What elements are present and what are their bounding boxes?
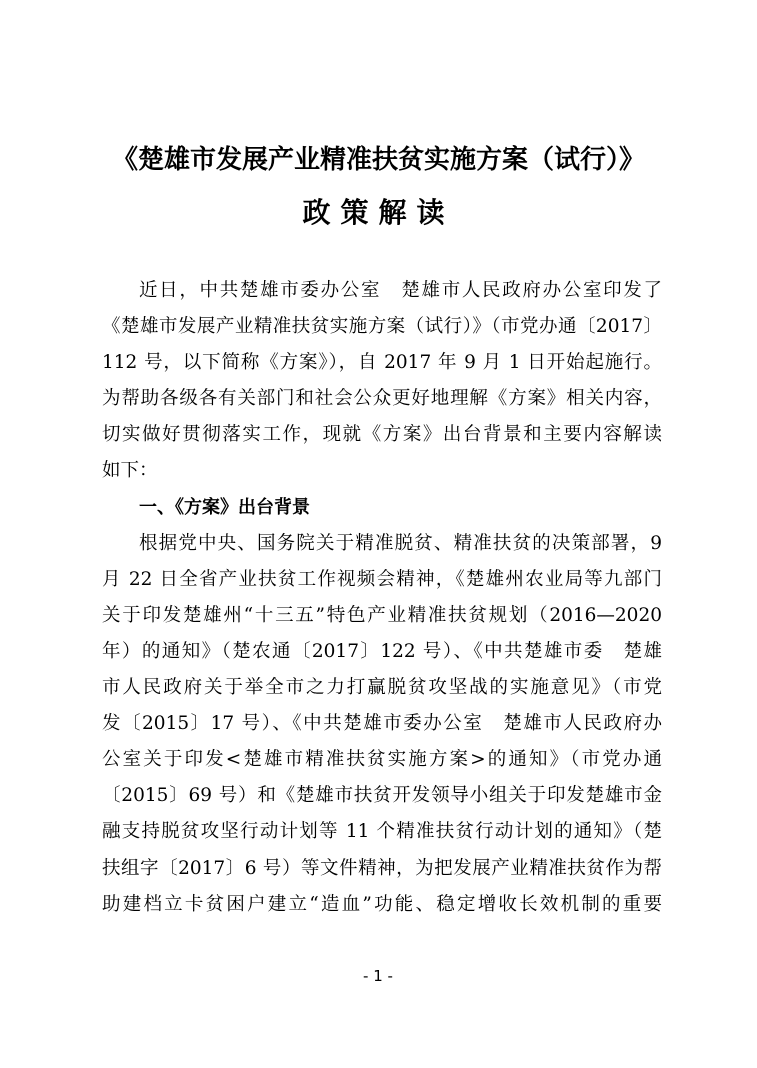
document-title: 《楚雄市发展产业精准扶贫实施方案（试行）》 [111,145,645,175]
document-subtitle: 政策解读 [302,196,455,229]
intro-line-6: 如下： [102,460,158,482]
intro-line-3: 112 号，以下简称《方案》），自 2017 年 9 月 1 日开始起施行。 [102,352,662,374]
intro-line-4: 为帮助各级各有关部门和社会公众更好地理解《方案》相关内容， [102,388,662,410]
section1-line-9: 融支持脱贫攻坚行动计划等 11 个精准扶贫行动计划的通知》（楚 [102,821,662,843]
section1-line-1: 根据党中央、国务院关于精准脱贫、精准扶贫的决策部署，9 [139,532,662,554]
section1-line-10: 扶组字〔2017〕6 号）等文件精神，为把发展产业精准扶贫作为帮 [102,857,662,879]
page-number: - 1 - [363,967,393,985]
section1-line-4: 年）的通知》（楚农通〔2017〕122 号）、《中共楚雄市委 楚雄 [102,640,662,662]
section-heading-background: 一、《方案》出台背景 [139,496,310,518]
intro-line-2: 《楚雄市发展产业精准扶贫实施方案（试行）》（市党办通〔2017〕 [102,316,662,338]
section1-line-3: 关于印发楚雄州“十三五”特色产业精准扶贫规划（2016—2020 [102,604,662,626]
section1-line-11: 助建档立卡贫困户建立“造血”功能、稳定增收长效机制的重要 [102,893,662,915]
section1-line-5: 市人民政府关于举全市之力打赢脱贫攻坚战的实施意见》（市党 [102,677,662,699]
intro-line-1: 近日，中共楚雄市委办公室 楚雄市人民政府办公室印发了 [139,280,662,301]
section1-line-2: 月 22 日全省产业扶贫工作视频会精神，《楚雄州农业局等九部门 [102,568,662,590]
document-body [102,273,662,923]
section1-line-6: 发〔2015〕17 号）、《中共楚雄市委办公室 楚雄市人民政府办 [102,713,662,735]
section1-line-8: 〔2015〕69 号）和《楚雄市扶贫开发领导小组关于印发楚雄市金 [102,785,662,807]
section1-line-7: 公室关于印发<楚雄市精准扶贫实施方案>的通知》（市党办通 [102,749,662,771]
intro-line-5: 切实做好贯彻落实工作，现就《方案》出台背景和主要内容解读 [102,424,662,446]
